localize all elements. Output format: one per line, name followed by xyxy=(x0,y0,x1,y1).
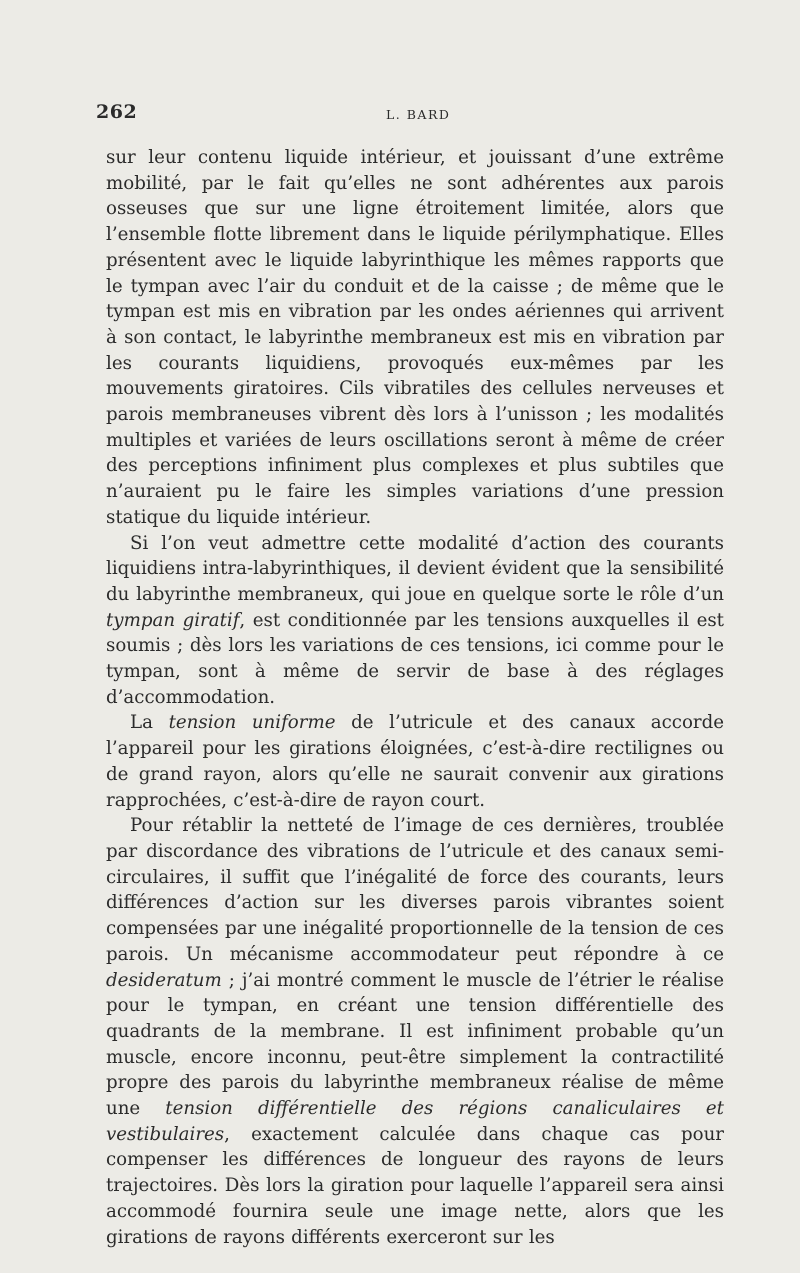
italic-text: desideratum xyxy=(106,969,222,991)
paragraph-text: sur leur contenu liquide intérieur, et jouissant d’une extrême mobilité, par le fait qu’elles ne sont adhérentes aux parois osseuses que sur une ligne étroitement limitée, alors que l’ensemble flotte librement dans le liquide périlymphatique. Elles présentent avec le liquide labyrinthique les mêmes rapports que le tympan avec l’air du conduit et de la caisse ; de même que le tympan est mis en vibration par les ondes aériennes qui arrivent à son contact, le labyrinthe membraneux est mis en vibration par les courants liquidiens, provoqués eux-mêmes par les mouvements giratoires. Cils vibratiles des cellules nerveuses et parois membraneuses vibrent dès lors à l’unisson ; les modalités multiples et variées de leurs oscillations seront à même de créer des perceptions infiniment plus complexes et plus subtiles que n’auraient pu le faire les simples variations d’une pression statique du liquide intérieur. xyxy=(106,147,724,528)
paragraph-text: de l’utricule et des canaux accorde l’appareil pour les girations éloignées, c’est-à-dire rectilignes ou de grand rayon, alors qu’elle ne saurait convenir aux girations rapprochées, c’est-à-dire de rayon court. xyxy=(106,712,725,811)
paragraph xyxy=(106,813,724,1250)
page-header xyxy=(96,101,704,127)
paragraph-text: , est conditionnée par les tensions auxquelles il est soumis ; dès lors les variations de ces tensions, ici comme pour le tympan, sont à même de servir de base à des réglages d’accommodation. xyxy=(106,609,724,708)
paragraph-text: Pour rétablir la netteté de l’image de ces dernières, troublée par discordance des vibrations de l’utricule et des canaux semi-circulaires, il suffit que l’inégalité de force des courants, leurs différences d’action sur les diverses parois vibrantes soient compensées par une inégalité proportionnelle de la tension de ces parois. Un mécanisme accommodateur peut répondre à ce xyxy=(106,815,724,965)
paragraph xyxy=(106,531,724,711)
paragraph-text: , exactement calculée dans chaque cas pour compenser les différences de longueur des rayons de leurs trajectoires. Dès lors la giration pour laquelle l’appareil sera ainsi accommodé fournira seule une image nette, alors que les girations de rayons différents exerceront sur les xyxy=(106,1123,724,1248)
body-text xyxy=(106,145,724,1250)
paragraph-text: Si l’on veut admettre cette modalité d’action des courants liquidiens intra-labyrinthiques, il devient évident que la sensibilité du labyrinthe membraneux, qui joue en quelque sorte le rôle d’un xyxy=(106,532,724,605)
paragraph xyxy=(106,710,724,813)
paragraph xyxy=(106,145,724,531)
italic-text: tension uniforme xyxy=(168,712,336,734)
paragraph-text: La xyxy=(130,712,169,734)
page-number: 262 xyxy=(96,101,138,123)
italic-text: tympan giratif xyxy=(106,609,240,631)
italic-text: tension différentielle des régions canaliculaires et vestibulaires xyxy=(106,1098,724,1145)
running-head: L. BARD xyxy=(386,107,451,122)
paragraph-text: ; j’ai montré comment le muscle de l’étrier le réalise pour le tympan, en créant une tension différentielle des quadrants de la membrane. Il est infiniment probable qu’un muscle, encore inconnu, peut-être simplement la contractilité propre des parois du labyrinthe membraneux réalise de même une xyxy=(106,969,724,1120)
